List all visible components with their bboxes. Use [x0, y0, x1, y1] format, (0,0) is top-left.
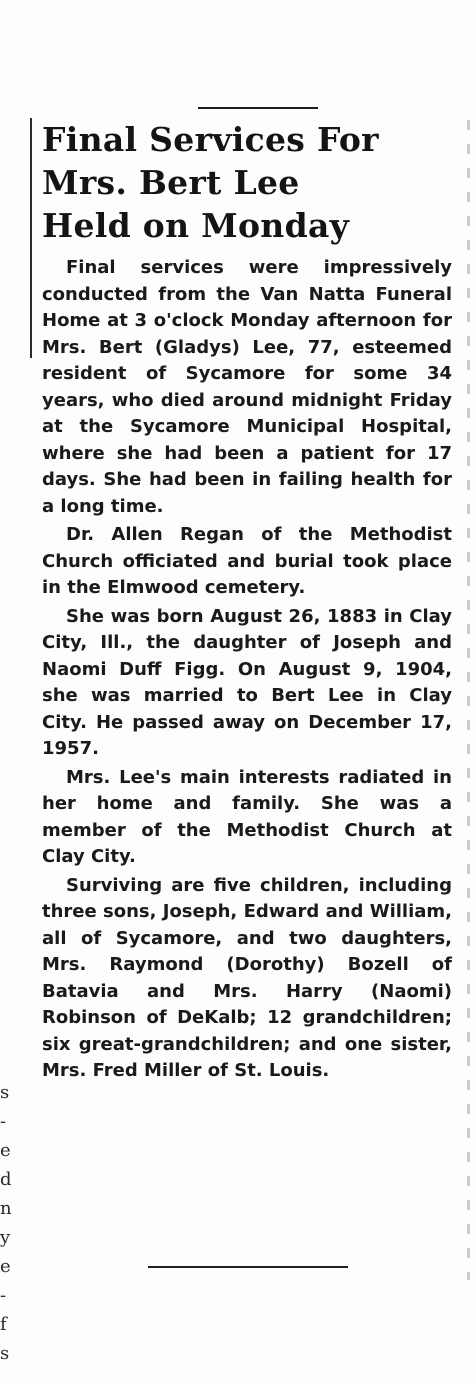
bottom-rule	[148, 1266, 348, 1268]
clipping-edge	[467, 120, 470, 1280]
fragment: -	[0, 1111, 7, 1132]
paragraph: Final services were impressively conducted from the Van Natta Funeral Home at 3 o'clock Monday afternoon for Mrs. Bert (Gladys) Lee, 77, esteemed resident of Sycamore for some 34 years, who died around midnight Friday at the Sycamore Municipal Hospital, where she had been a patient for 17 days. She had been in failing health for a long time.	[42, 257, 452, 517]
fragment: s	[0, 1343, 10, 1364]
column-rule	[30, 118, 32, 358]
fragment: -	[0, 1285, 7, 1306]
headline	[42, 118, 452, 247]
paragraph: Dr. Allen Regan of the Methodist Church officiated and burial took place in the Elmwood cemetery.	[42, 524, 452, 598]
headline-line: Held on Monday	[42, 206, 350, 245]
paragraph: She was born August 26, 1883 in Clay City, Ill., the daughter of Joseph and Naomi Duff Figg. On August 9, 1904, she was married to Bert Lee in Clay City. He passed away on December 17, 1957.	[42, 605, 452, 759]
adjacent-column-fragments	[0, 1078, 14, 1368]
headline-line: Mrs. Bert Lee	[42, 163, 300, 202]
article-body	[42, 255, 452, 1085]
top-rule	[198, 107, 318, 109]
fragment: d	[0, 1169, 12, 1190]
headline-line: Final Services For	[42, 120, 379, 159]
paragraph: Mrs. Lee's main interests radiated in her home and family. She was a member of the Methodist Church at Clay City.	[42, 766, 452, 867]
fragment: e	[0, 1256, 11, 1277]
paragraph: Surviving are five children, including three sons, Joseph, Edward and William, all of Sycamore, and two daughters, Mrs. Raymond (Dorothy) Bozell of Batavia and Mrs. Harry (Naomi) Robinson of DeKalb; 12 grandchildren; six great-grandchildren; and one sister, Mrs. Fred Miller of St. Louis.	[42, 874, 452, 1081]
fragment: e	[0, 1140, 11, 1161]
fragment: y	[0, 1227, 11, 1248]
fragment: s	[0, 1082, 10, 1103]
fragment: n	[0, 1198, 12, 1219]
obituary-article	[42, 118, 452, 1085]
fragment: f	[0, 1314, 7, 1335]
